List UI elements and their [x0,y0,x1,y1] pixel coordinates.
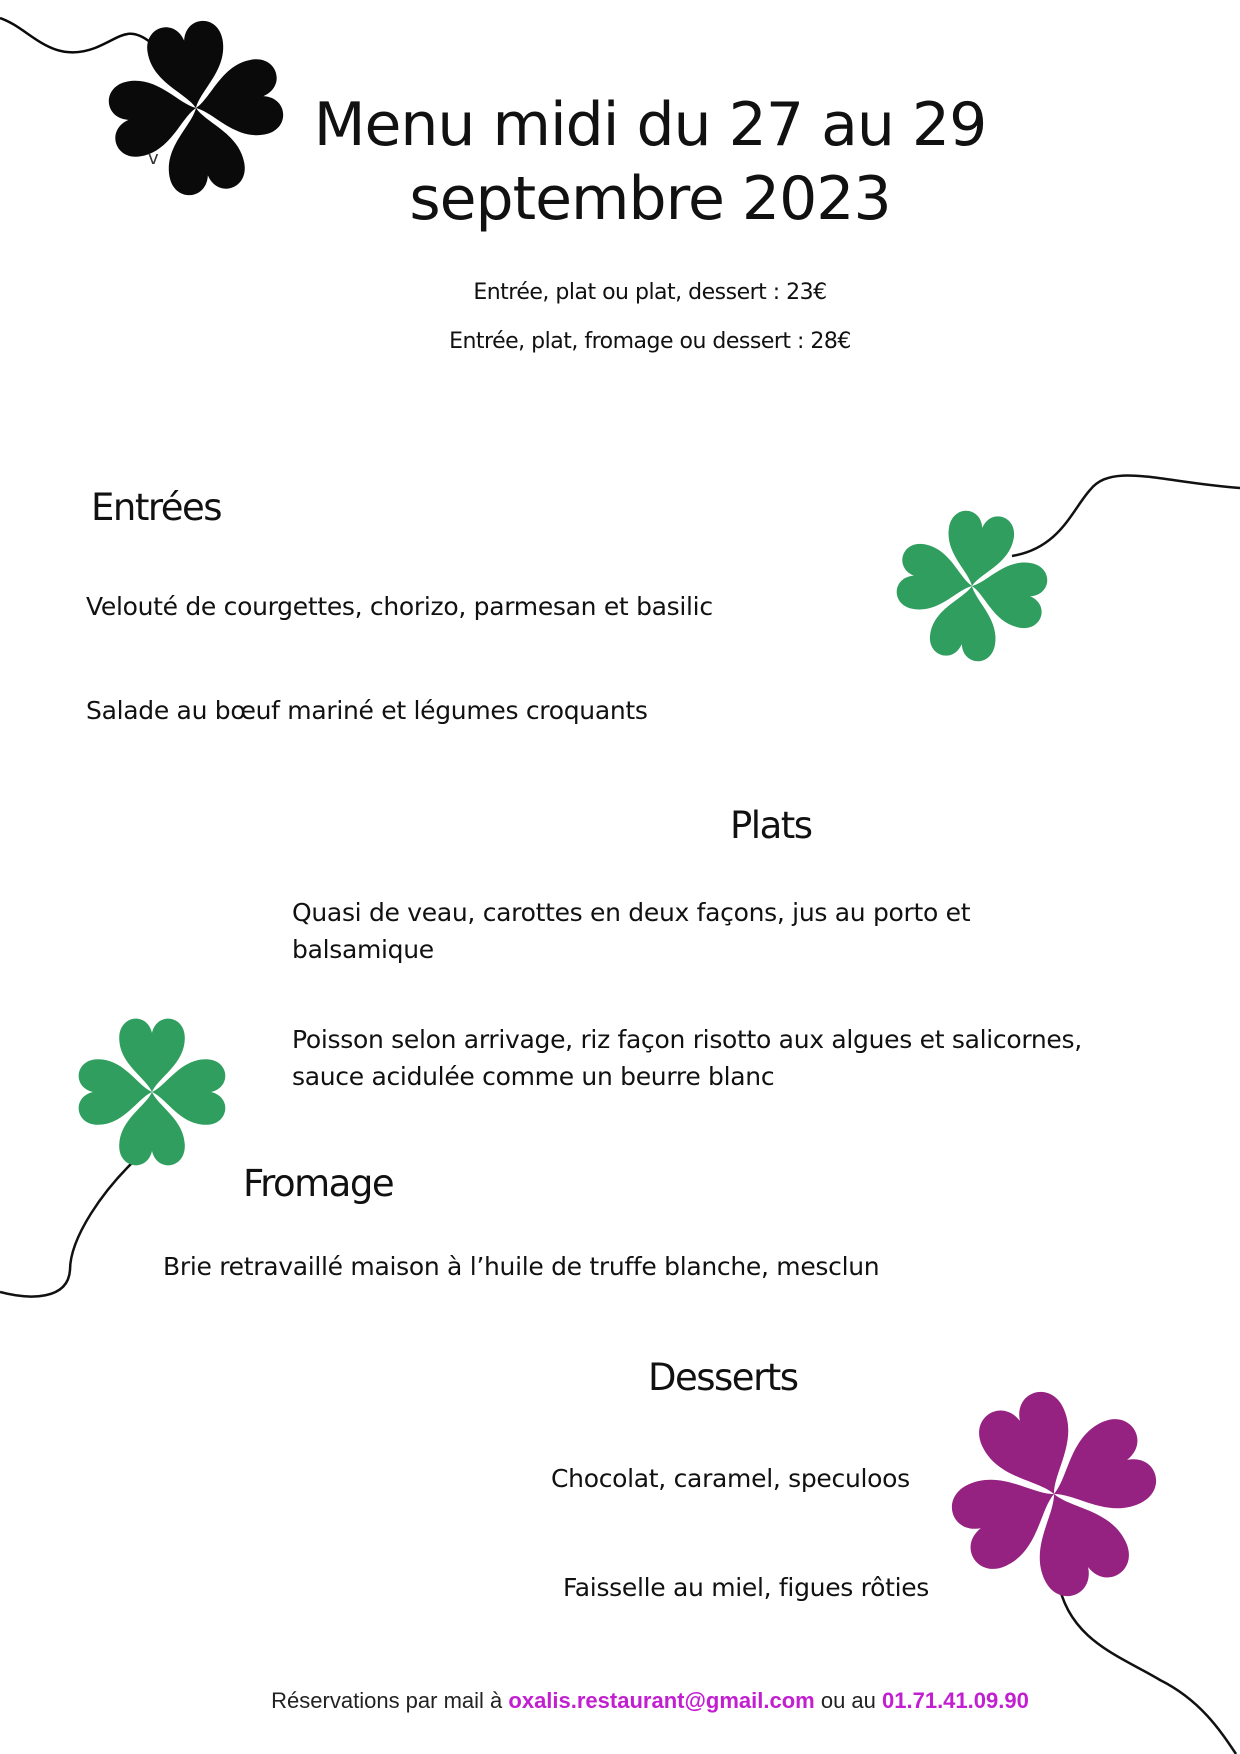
section-heading-desserts: Desserts [648,1356,798,1399]
green-clover-icon [894,475,1240,663]
page-title [0,88,1240,236]
footer-text: Réservations par mail à [271,1688,509,1713]
phone-link[interactable]: 01.71.41.09.90 [882,1688,1029,1713]
reservation-footer [0,1688,1240,1714]
price-option-1: Entrée, plat ou plat, dessert : 23€ [473,280,827,305]
price-option-2: Entrée, plat, fromage ou dessert : 28€ [449,329,851,354]
menu-item: Quasi de veau, carottes en deux façons, jus au porto et balsamique [292,898,971,964]
menu-item: Salade au bœuf mariné et légumes croquants [86,696,648,725]
stray-mark: v [148,148,159,169]
section-heading-entrees: Entrées [91,486,222,529]
menu-item: Chocolat, caramel, speculoos [551,1464,910,1493]
menu-item: Velouté de courgettes, chorizo, parmesan et basilic [86,592,713,621]
title-line-1: Menu midi du 27 au 29 [313,90,987,160]
title-line-2: septembre 2023 [409,164,891,234]
menu-item: Faisselle au miel, figues rôties [563,1573,930,1602]
menu-item: Poisson selon arrivage, riz façon risotto aux algues et salicornes, sauce acidulée comme un beurre blanc [292,1025,1082,1091]
footer-text: ou au [814,1688,883,1713]
section-heading-plats: Plats [730,804,812,847]
menu-item: Brie retravaillé maison à l’huile de truffe blanche, mesclun [163,1252,880,1281]
email-link[interactable]: oxalis.restaurant@gmail.com [508,1688,815,1713]
section-heading-fromage: Fromage [243,1162,394,1205]
